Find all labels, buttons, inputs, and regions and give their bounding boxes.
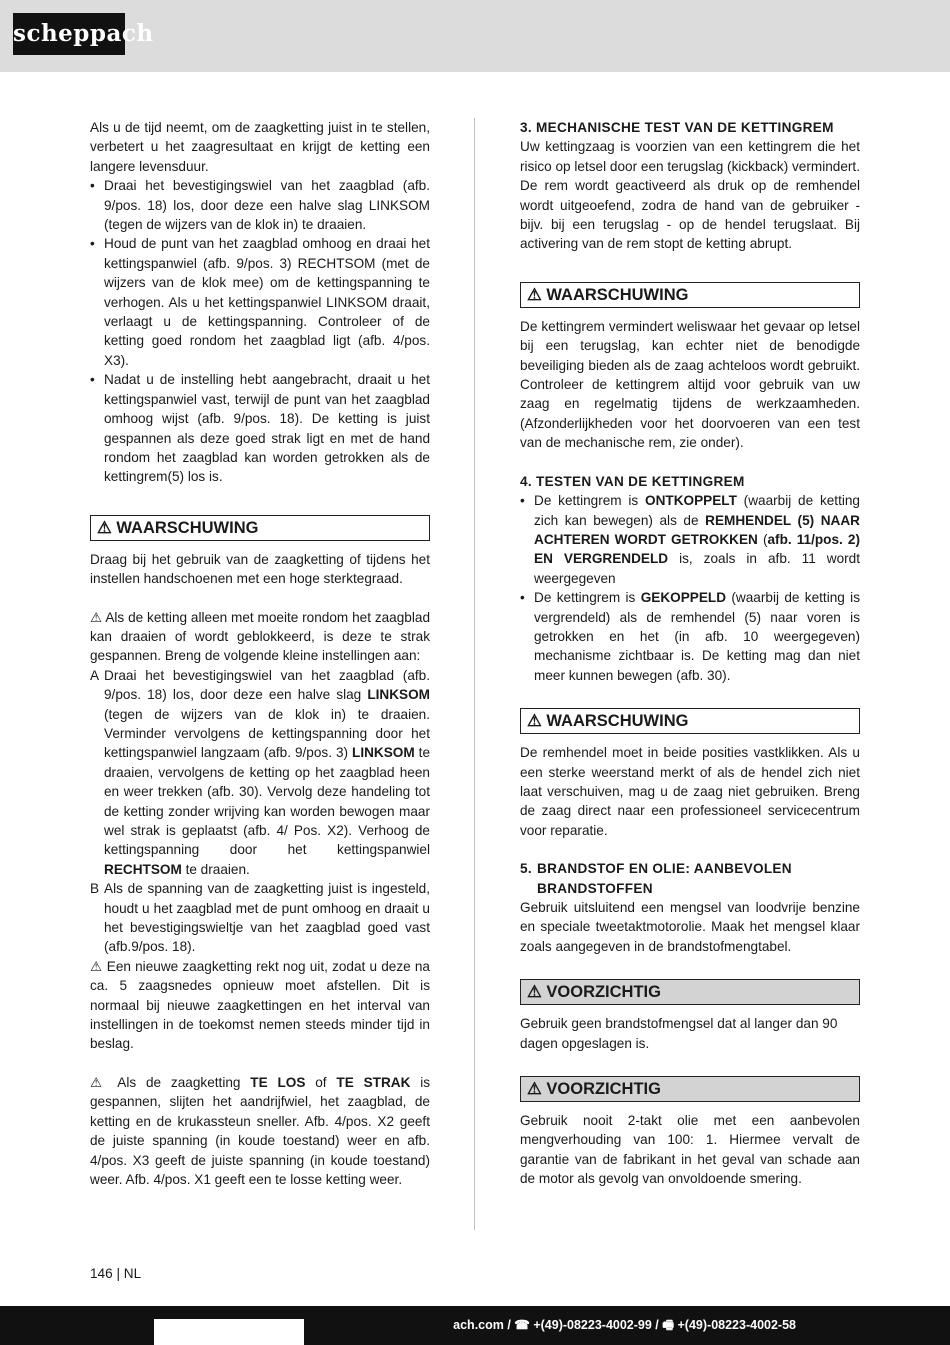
- footer-contact: ach.com / ☎ +(49)-08223-4002-99 / 🖷 +(49)-08223-4002-58: [453, 1318, 796, 1332]
- warning-text: Draag bij het gebruik van de zaagketting of tijdens het instellen handschoenen met een hoge sterktegraad.: [90, 551, 430, 587]
- page-number: 146 | NL: [90, 1266, 142, 1281]
- warning-icon: ⚠: [90, 1074, 109, 1090]
- caution-title: VOORZICHTIG: [546, 1080, 661, 1099]
- list-item: • De kettingrem is GEKOPPELD (waarbij de ketting is vergrendeld) als de remhendel (5) naar voren is getrokken en het (in afb. 10 weergegeven) mechanisme zichtbaar is. De ketting mag dan niet meer kunnen bewegen (afb. 30).: [520, 588, 860, 685]
- warning-icon: ⚠: [90, 609, 103, 625]
- warning-icon: ⚠: [527, 712, 542, 731]
- right-column: [520, 118, 860, 1189]
- warning-icon: ⚠: [527, 285, 542, 304]
- intro-paragraph: Als u de tijd neemt, om de zaagketting juist in te stellen, verbetert u het zaagresultaat en krijgt de ketting een langere levensduur.: [90, 120, 430, 174]
- warning-title: WAARSCHUWING: [116, 518, 259, 537]
- step-letter: A: [90, 667, 100, 683]
- caution-text: Gebruik nooit 2-takt olie met een aanbevolen mengverhouding van 100: 1. Hiermee vervalt de garantie van de fabrikant in het geval van schade aan de motor als gevolg van onvoldoende smering.: [520, 1113, 860, 1187]
- warning-title: WAARSCHUWING: [546, 712, 689, 731]
- caution-box: [520, 1076, 860, 1102]
- tension-paragraph: ⚠ Als de zaagketting TE LOS of TE STRAK is gespannen, slijten het aandrijfwiel, het zaagblad, de ketting en de krukassteun sneller. Afb. 4/pos. X2 geeft de juiste spanning (in koude toestand) weer en afb. 4/pos. X3 geeft de juiste spanning (in koude toestand) weer. Afb. 4/pos. X1 geeft een te losse ketting weer.: [90, 1074, 431, 1187]
- caution-text: Gebruik geen brandstofmengsel dat al langer dan 90 dagen opgeslagen is.: [520, 1016, 838, 1051]
- warning-icon: ⚠: [90, 958, 103, 974]
- list-item: • Draai het bevestigingswiel van het zaagblad (afb. 9/pos. 18) los, door deze een halve slag LINKSOM (tegen de wijzers van de klok in) te draaien.: [90, 176, 430, 234]
- list-item: • De kettingrem is ONTKOPPELT (waarbij de ketting zich kan bewegen) als de REMHENDEL (5) NAAR ACHTEREN WORDT GETROKKEN (afb. 11/pos. 2) EN VERGRENDELD is, zoals in afb. 11 wordt weergegeven: [520, 491, 860, 588]
- warning-box: [520, 708, 860, 734]
- warning-icon: ⚠: [527, 983, 542, 1002]
- caution-box: [520, 979, 860, 1005]
- adjust-steps-list: [90, 176, 430, 487]
- list-item: • Nadat u de instelling hebt aangebracht, draait u het kettingspanwiel vast, terwijl de punt van het zaagblad omhoog wijst (afb. 9/pos. 18). De ketting is juist gespannen als deze goed strak ligt en met de hand rondom het zaagblad kan worden getrokken als de kettingrem(5) los is.: [90, 370, 430, 486]
- warning-title: WAARSCHUWING: [546, 285, 689, 304]
- section-5-text: Gebruik uitsluitend een mengsel van loodvrije benzine en speciale tweetaktmotorolie. Maak het mengsel klaar zoals aangegeven in de brandstofmengtabel.: [520, 900, 860, 954]
- step-b: B Als de spanning van de zaagketting juist is ingesteld, houdt u het zaagblad met de punt omhoog en draait u het bevestigingswieltje van het zaagblad goed vast (afb.9/pos. 18).: [90, 881, 430, 955]
- brake-test-list: [520, 491, 860, 685]
- warning-text: De remhendel moet in beide posities vastklikken. Als u een sterke weerstand merkt of als de hendel zich niet laat verschuiven, mag u de zaag niet gebruiken. Breng de zaag direct naar een professioneel servicecentrum voor reparatie.: [520, 745, 860, 838]
- page-header: [0, 0, 950, 72]
- warning-icon: ⚠: [527, 1080, 542, 1099]
- section-5-heading: 5. BRANDSTOF EN OLIE: AANBEVOLEN BRANDSTOFFEN: [520, 861, 792, 896]
- warning-box: [520, 282, 860, 308]
- section-3-heading: 3. MECHANISCHE TEST VAN DE KETTINGREM: [520, 120, 834, 135]
- section-3-text: Uw kettingzaag is voorzien van een kettingrem die het risico op letsel door een terugslag (kickback) vermindert. De rem wordt geactiveerd als druk op de remhendel wordt uitgeoefend, zodra de hand van de gebruiker - bijv. bij een terugslag - op de hendel terugslaat. Bij activering van de rem stopt de ketting abrupt.: [520, 139, 860, 252]
- warning-box: [90, 515, 430, 541]
- step-a: A Draai het bevestigingswiel van het zaagblad (afb. 9/pos. 18) los, door deze een halve slag LINKSOM (tegen de wijzers van de klok in) te draaien. Verminder vervolgens de kettingspanning door het kettingspanwiel langzaam (afb. 9/pos. 3) LINKSOM te draaien, vervolgens de ketting op het zaagblad heen en weer trekken (afb. 30). Vervolg deze handeling tot de ketting zonder wrijving kan worden bewogen maar wel strak is geplaatst (afb. 4/ Pos. X2). Verhoog de kettingspanning door het kettingspanwiel RECHTSOM te draaien.: [90, 667, 430, 877]
- warning-text: De kettingrem vermindert weliswaar het gevaar op letsel bij een terugslag, kan echter niet de benodigde beveiliging bieden als de zaag achteloos wordt gebruikt. Controleer de kettingrem altijd voor gebruik van uw zaag en regelmatig tijdens de werkzaamheden. (Afzonderlijkheden voor het doorvoeren van een test van de mechanische rem, zie onder).: [520, 318, 860, 451]
- step-letter: B: [90, 881, 100, 897]
- scheppach-logo: scheppach: [13, 13, 125, 55]
- caution-title: VOORZICHTIG: [546, 983, 661, 1002]
- column-divider: [474, 118, 475, 1230]
- tight-chain-paragraph: ⚠ Als de ketting alleen met moeite rondom het zaagblad kan draaien of wordt geblokkeerd, is deze te strak gespannen. Breng de volgende kleine instellingen aan:: [90, 609, 430, 664]
- left-column: [90, 118, 430, 1189]
- section-4-heading: 4. TESTEN VAN DE KETTINGREM: [520, 473, 745, 489]
- warning-icon: ⚠: [97, 518, 112, 537]
- page-footer: [0, 1306, 950, 1345]
- footer-url-box: [154, 1319, 304, 1345]
- new-chain-paragraph: ⚠ Een nieuwe zaagketting rekt nog uit, zodat u deze na ca. 5 zaagsnedes opnieuw moet afstellen. Dit is normaal bij nieuwe zaagkettingen en het interval van instellingen in de toekomst nemen steeds minder tijd in beslag.: [90, 958, 430, 1052]
- list-item: • Houd de punt van het zaagblad omhoog en draai het kettingspanwiel (afb. 9/pos. 3) RECHTSOM (met de wijzers van de klok mee) om de kettingspanning te verhogen. Als u het kettingspanwiel LINKSOM draait, verlaagt u de kettingspanning. Controleer of de ketting goed rondom het zaagblad ligt (afb. 4/pos. X3).: [90, 234, 430, 370]
